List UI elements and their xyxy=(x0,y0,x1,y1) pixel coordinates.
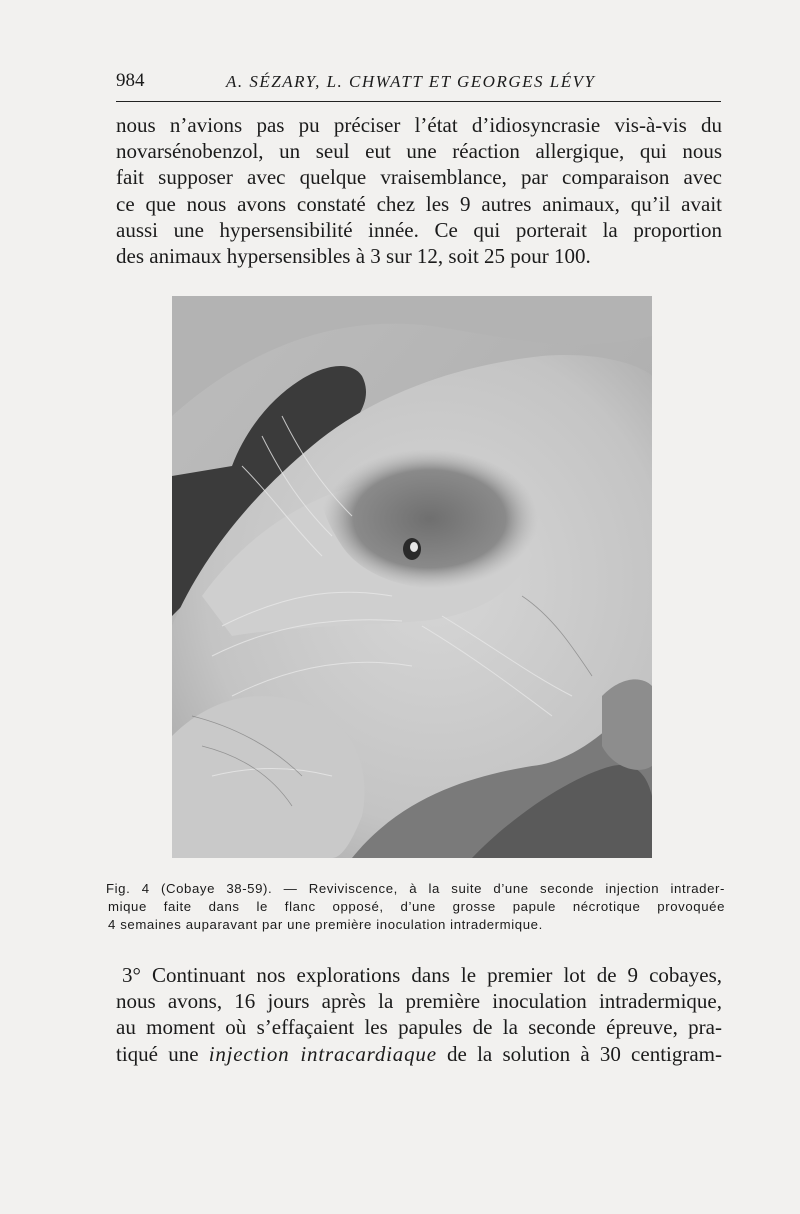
text-line-with-italic xyxy=(116,1041,722,1067)
italic-term: injection intracardiaque xyxy=(208,1041,437,1066)
text-line: fait supposer avec quelque vraisemblance, par comparaison avec xyxy=(116,165,722,190)
text-line: novarsénobenzol, un seul eut une réaction allergique, qui nous xyxy=(116,139,722,164)
text-line: des animaux hypersensibles à 3 sur 12, soit 25 pour 100. xyxy=(116,244,591,269)
paragraph-2 xyxy=(116,962,722,1067)
page-header xyxy=(116,68,720,98)
text-line: nous avons, 16 jours après la première inoculation intradermique, xyxy=(116,989,722,1014)
caption-line: 4 semaines auparavant par une première inoculation intradermique. xyxy=(108,917,543,932)
caption-line: mique faite dans le flanc opposé, d’une grosse papule nécrotique provoquée xyxy=(108,899,725,914)
text-line: au moment où s’effaçaient les papules de la seconde épreuve, pra- xyxy=(116,1015,722,1040)
page-number: 984 xyxy=(116,70,145,91)
paragraph-1 xyxy=(116,112,722,269)
figure-caption xyxy=(106,880,725,934)
figure-4-photograph xyxy=(172,296,652,858)
guinea-pig-skin-photo xyxy=(172,296,652,858)
header-rule xyxy=(116,101,721,102)
text-fragment: tiqué une xyxy=(116,1041,209,1066)
text-line: 3° Continuant nos explorations dans le premier lot de 9 cobayes, xyxy=(122,963,722,987)
text-fragment: de la solution à 30 centigram- xyxy=(436,1041,723,1066)
text-line: nous n’avions pas pu préciser l’état d’idiosyncrasie vis-à-vis du xyxy=(116,113,722,137)
text-line: aussi une hypersensibilité innée. Ce qui porterait la proportion xyxy=(116,217,722,242)
caption-line: Fig. 4 (Cobaye 38-59). — Reviviscence, à la suite d’une seconde injection intrader- xyxy=(106,881,725,896)
running-head-authors: A. SÉZARY, L. CHWATT ET GEORGES LÉVY xyxy=(226,72,596,91)
text-line: ce que nous avons constaté chez les 9 autres animaux, qu’il avait xyxy=(116,191,722,216)
